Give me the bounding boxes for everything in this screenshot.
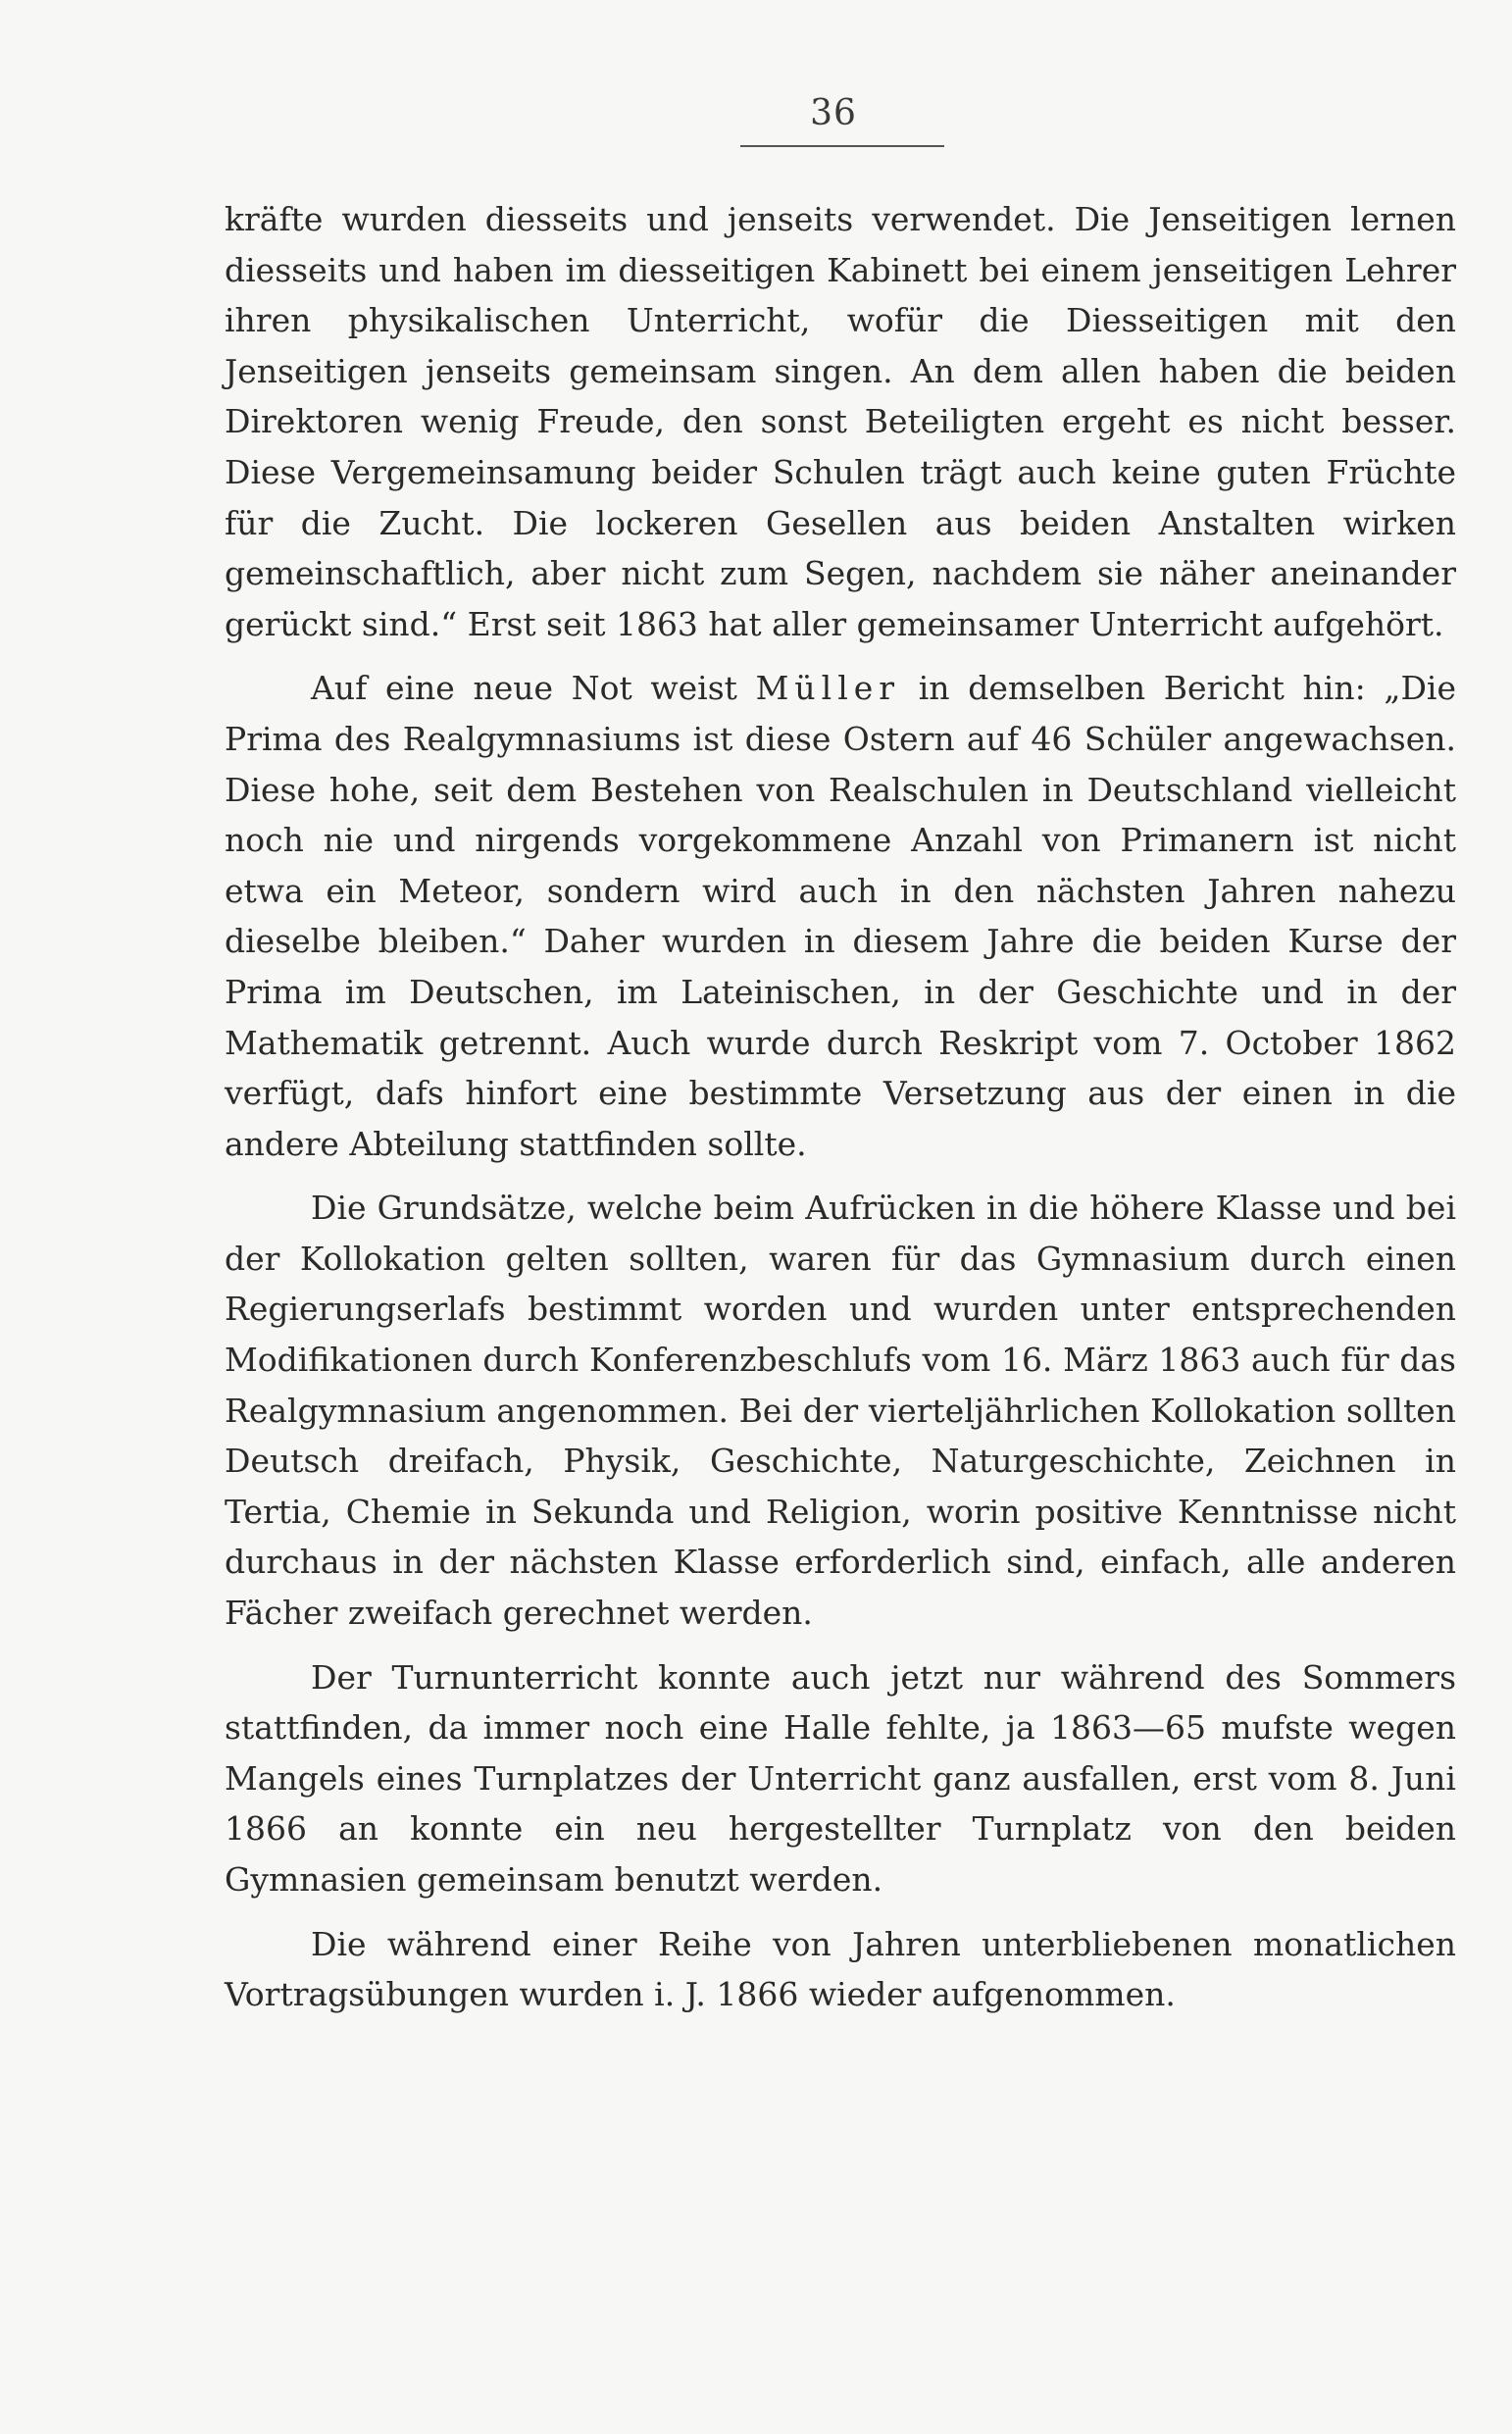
page-number: 36 — [810, 93, 857, 133]
paragraph-continued-from-previous-page: kräfte wurden diesseits und jenseits verwendet. Die Jenseitigen lernen diesseits und haben im diesseitigen Kabinett bei einem jenseitigen Lehrer ihren physikalischen Unterricht, wofür die Diesseitigen mit den Jenseitigen jenseits gemeinsam singen. An dem allen haben die beiden Direktoren wenig Freude, den sonst Beteiligten ergeht es nicht besser. Diese Vergemeinsamung beider Schulen trägt auch keine guten Früchte für die Zucht. Die lockeren Gesellen aus beiden Anstalten wirken gemeinschaftlich, aber nicht zum Segen, nachdem sie näher aneinander gerückt sind.“ Erst seit 1863 hat aller gemeinsamer Unterricht aufgehört. — [225, 200, 1456, 643]
page-number-rule — [740, 145, 944, 147]
paragraph-promotion-principles: Die Grundsätze, welche beim Aufrücken in die höhere Klasse und bei der Kollokation gelten sollten, waren für das Gymnasium durch einen Regierungserlafs bestimmt worden und wurden unter entsprechenden Modifikationen durch Konferenzbeschlufs vom 16. März 1863 auch für das Realgymnasium angenommen. Bei der vierteljährlichen Kollokation sollten Deutsch dreifach, Physik, Geschichte, Naturgeschichte, Zeichnen in Tertia, Chemie in Sekunda und Religion, worin positive Kenntnisse nicht durchaus in der nächsten Klasse erforderlich sind, einfach, alle anderen Fächer zweifach gerechnet werden. — [225, 1189, 1456, 1633]
paragraph-text-after-name: in demselben Bericht hin: „Die Prima des Realgymnasiums ist diese Ostern auf 46 Schüler angewachsen. Diese hohe, seit dem Bestehen von Realschulen in Deutschland vielleicht noch nie und nirgends vorgekommene Anzahl von Primanern ist nicht etwa ein Meteor, sondern wird auch in den nächsten Jahren nahezu dieselbe bleiben.“ Daher wurden in diesem Jahre die beiden Kurse der Prima im Deutschen, im Lateinischen, in der Geschichte und in der Mathematik getrennt. Auch wurde durch Reskript vom 7. October 1862 verfügt, dafs hinfort eine bestimmte Versetzung aus der einen in die andere Abteilung stattfinden sollte. — [225, 669, 1456, 1163]
body-text — [225, 194, 1456, 2020]
paragraph-gymnastics: Der Turnunterricht konnte auch jetzt nur während des Sommers stattfinden, da immer noch eine Halle fehlte, ja 1863—65 mufste wegen Mangels eines Turnplatzes der Unterricht ganz ausfallen, erst vom 8. Juni 1866 an konnte ein neu hergestellter Turnplatz von den beiden Gymnasien gemeinsam benutzt werden. — [225, 1657, 1456, 1899]
author-name-spaced: Müller — [755, 669, 901, 708]
paragraph-text-before-name: Auf eine neue Not weist — [311, 669, 756, 708]
paragraph-lecture-exercises: Die während einer Reihe von Jahren unterbliebenen monatlichen Vortragsübungen wurden i. J. 1866 wieder aufgenommen. — [225, 1924, 1456, 2014]
paragraph-mueller-report — [225, 663, 1456, 1169]
